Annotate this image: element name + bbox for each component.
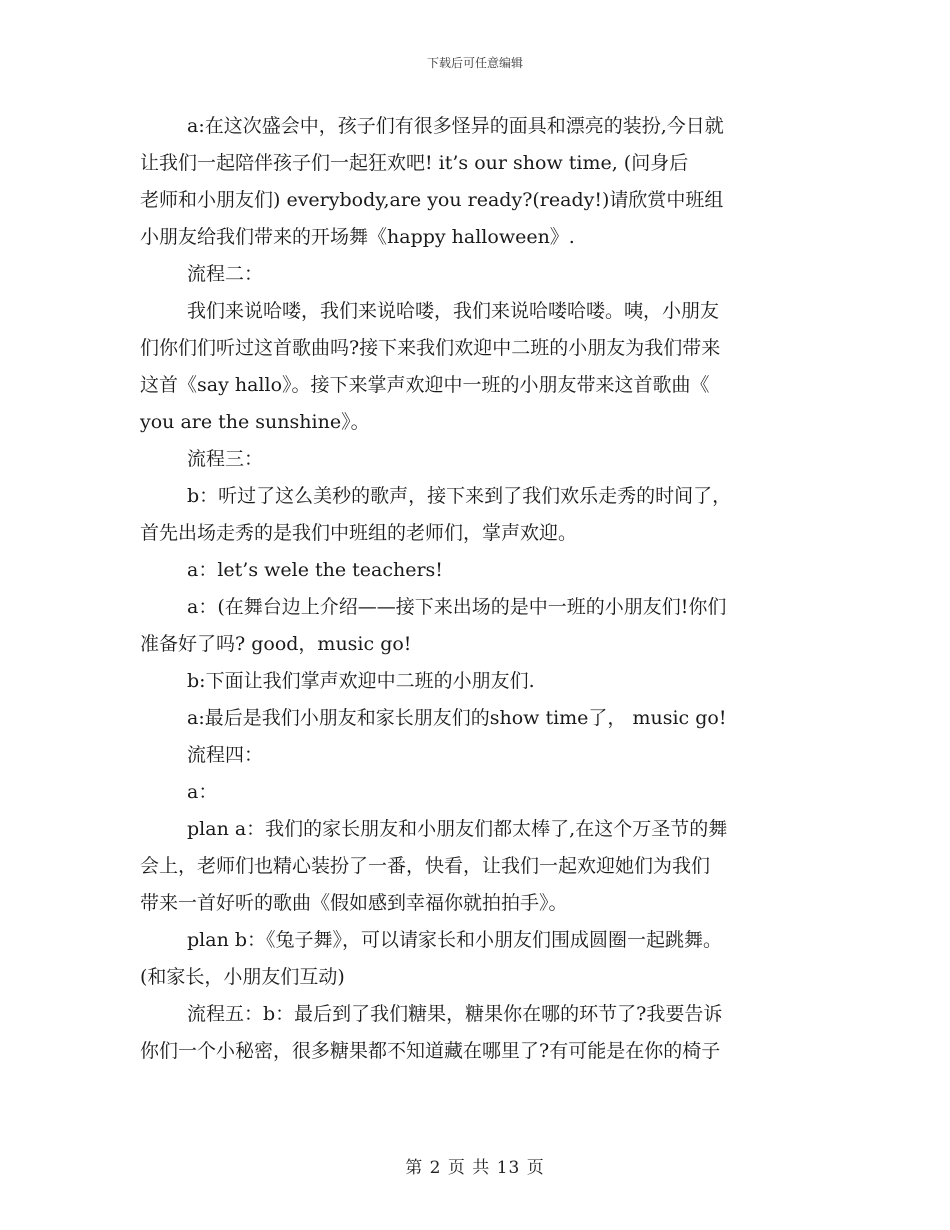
text-line: a：(在舞台边上介绍——接下来出场的是中一班的小朋友们!你们 (187, 596, 727, 618)
section-heading: 流程五：b：最后到了我们糖果，糖果你在哪的环节了?我要告诉 (187, 1003, 723, 1025)
text-line: 准备好了吗? good，music go! (140, 633, 412, 655)
text-line: 首先出场走秀的是我们中班组的老师们，掌声欢迎。 (140, 522, 578, 544)
page-header: 下载后可任意编辑 (426, 56, 523, 70)
section-heading: 流程四： (187, 744, 264, 766)
text-line: 会上，老师们也精心装扮了一番，快看，让我们一起欢迎她们为我们 (140, 855, 711, 877)
section-heading: 流程二： (187, 263, 264, 285)
text-line: a：let’s wele the teachers! (187, 559, 443, 581)
text-line: 们你们们听过这首歌曲吗?接下来我们欢迎中二班的小朋友为我们带来 (140, 337, 721, 359)
section-heading: 流程三： (187, 448, 264, 470)
text-line: 老师和小朋友们) everybody,are you ready?(ready!)请欣赏中班组 (140, 189, 724, 211)
text-line: 你们一个小秘密，很多糖果都不知道藏在哪里了?有可能是在你的椅子 (140, 1040, 721, 1062)
text-line: you are the sunshine》。 (140, 411, 370, 433)
text-line: 我们来说哈喽，我们来说哈喽，我们来说哈喽哈喽。咦，小朋友 (187, 300, 720, 322)
text-line: a:最后是我们小朋友和家长朋友们的show time了， music go! (187, 707, 727, 729)
text-line: b：听过了这么美秒的歌声，接下来到了我们欢乐走秀的时间了， (187, 485, 732, 507)
text-line: 小朋友给我们带来的开场舞《happy halloween》. (140, 226, 575, 248)
text-line: plan a：我们的家长朋友和小朋友们都太棒了,在这个万圣节的舞 (187, 818, 728, 840)
text-line: 让我们一起陪伴孩子们一起狂欢吧! it’s our show time, (问身后 (140, 152, 689, 174)
text-line: a： (187, 781, 218, 803)
text-line: (和家长，小朋友们互动) (140, 966, 345, 988)
text-line: 这首《say hallo》。接下来掌声欢迎中一班的小朋友带来这首歌曲《 (140, 374, 710, 396)
text-line: b:下面让我们掌声欢迎中二班的小朋友们. (187, 670, 535, 692)
document-body (140, 108, 810, 1070)
text-line: a:在这次盛会中，孩子们有很多怪异的面具和漂亮的装扮,今日就 (187, 115, 724, 137)
page-footer: 第 2 页 共 13 页 (405, 1158, 545, 1178)
text-line: plan b：《兔子舞》，可以请家长和小朋友们围成圆圈一起跳舞。 (187, 929, 723, 951)
text-line: 带来一首好听的歌曲《假如感到幸福你就拍拍手》。 (140, 892, 568, 914)
